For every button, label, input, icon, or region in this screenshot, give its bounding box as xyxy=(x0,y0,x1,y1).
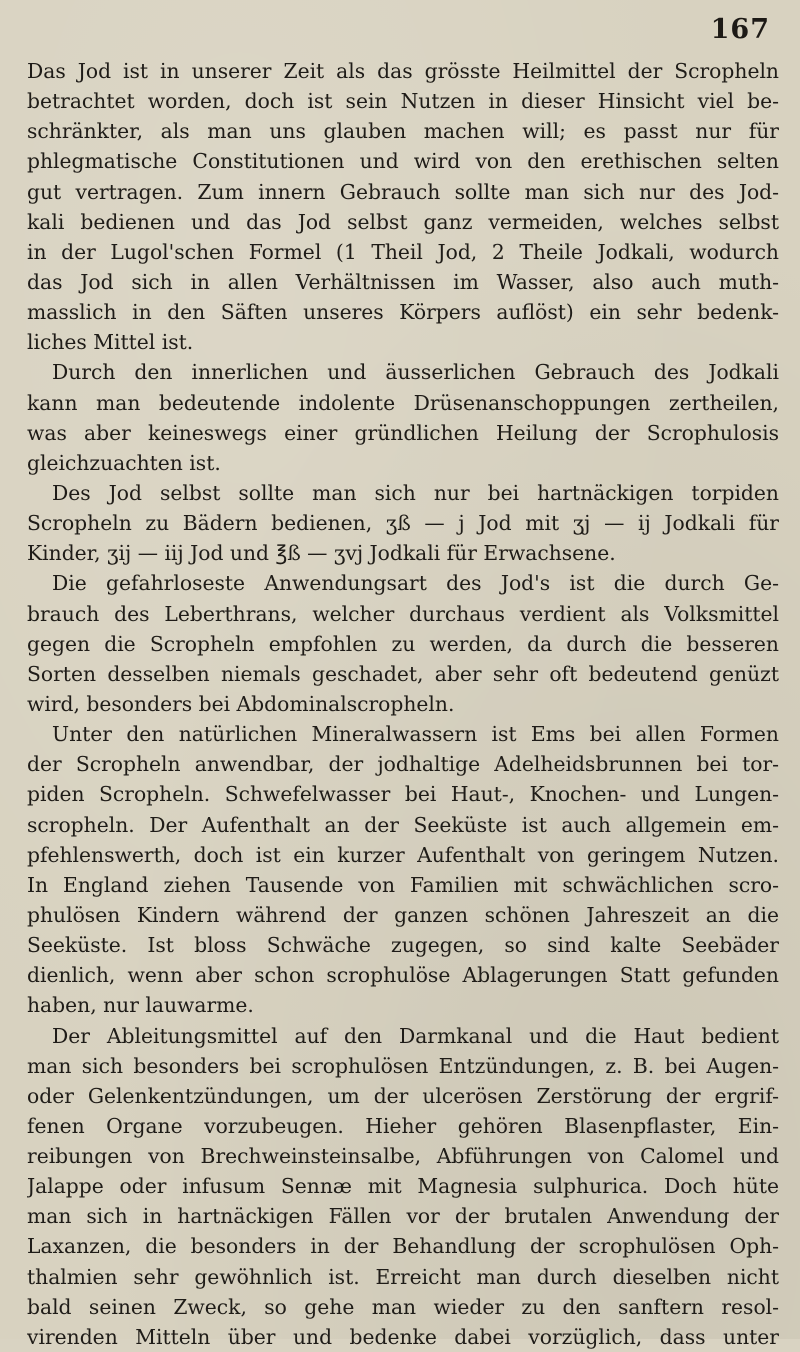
text-line: virenden Mitteln über und bedenke dabei vorzüglich, dass unter xyxy=(27,1324,779,1349)
text-line: das Jod sich in allen Verhältnissen im Wasser, also auch muth- xyxy=(27,269,779,294)
text-line: gegen die Scropheln empfohlen zu werden, da durch die besseren xyxy=(27,631,779,656)
text-line: wird, besonders bei Abdominalscropheln. xyxy=(27,691,455,716)
text-line: bald seinen Zweck, so gehe man wieder zu den sanftern resol- xyxy=(27,1294,779,1319)
text-line: In England ziehen Tausende von Familien mit schwächlichen scro- xyxy=(27,872,779,897)
text-line: scropheln. Der Aufenthalt an der Seeküste ist auch allgemein em- xyxy=(27,812,779,837)
text-line: Scropheln zu Bädern bedienen, ʒß — j Jod mit ʒj — ij Jodkali für xyxy=(27,511,779,536)
text-line: phulösen Kindern während der ganzen schönen Jahreszeit an die xyxy=(27,902,779,927)
text-line: reibungen von Brechweinsteinsalbe, Abführungen von Calomel und xyxy=(27,1144,779,1169)
text-line: liches Mittel ist. xyxy=(27,330,194,355)
text-line: masslich in den Säften unseres Körpers auflöst) ein sehr bedenk- xyxy=(27,300,779,325)
text-line: Der Ableitungsmittel auf den Darmkanal und die Haut bedient xyxy=(52,1023,779,1048)
text-line: Sorten desselben niemals geschadet, aber sehr oft bedeutend genüzt xyxy=(27,661,779,686)
text-line: gleichzuachten ist. xyxy=(27,450,221,475)
text-line: schränkter, als man uns glauben machen will; es passt nur für xyxy=(27,119,779,144)
text-line: man sich besonders bei scrophulösen Entzündungen, z. B. bei Augen- xyxy=(27,1053,779,1078)
text-line: Laxanzen, die besonders in der Behandlung der scrophulösen Oph- xyxy=(27,1234,779,1259)
text-line: kali bedienen und das Jod selbst ganz vermeiden, welches selbst xyxy=(27,209,779,234)
text-line: Durch den innerlichen und äusserlichen Gebrauch des Jodkali xyxy=(52,360,779,385)
text-line: Das Jod ist in unserer Zeit als das grösste Heilmittel der Scropheln xyxy=(27,59,779,83)
text-line: brauch des Leberthrans, welcher durchaus verdient als Volksmittel xyxy=(27,601,779,626)
text-line: gut vertragen. Zum innern Gebrauch sollte man sich nur des Jod- xyxy=(27,179,779,204)
text-line: der Scropheln anwendbar, der jodhaltige Adelheidsbrunnen bei tor- xyxy=(27,752,779,777)
page-number: 167 xyxy=(710,14,770,45)
text-line: Seeküste. Ist bloss Schwäche zugegen, so sind kalte Seebäder xyxy=(27,933,779,958)
text-line: Die gefahrloseste Anwendungsart des Jod's ist die durch Ge- xyxy=(52,571,779,596)
text-line: Kinder, ʒij — iij Jod und ℥ß — ʒvj Jodkali für Erwachsene. xyxy=(27,541,616,566)
text-line: Unter den natürlichen Mineralwassern ist Ems bei allen Formen xyxy=(52,722,779,747)
text-line: phlegmatische Constitutionen und wird von den erethischen selten xyxy=(27,149,779,174)
text-line: man sich in hartnäckigen Fällen vor der brutalen Anwendung der xyxy=(27,1204,779,1229)
text-line: Des Jod selbst sollte man sich nur bei hartnäckigen torpiden xyxy=(52,480,779,505)
text-line: Jalappe oder infusum Sennæ mit Magnesia sulphurica. Doch hüte xyxy=(27,1174,779,1199)
text-line: was aber keineswegs einer gründlichen Heilung der Scrophulosis xyxy=(27,420,779,445)
body-text xyxy=(27,56,779,1352)
text-line: fenen Organe vorzubeugen. Hieher gehören Blasenpflaster, Ein- xyxy=(27,1113,779,1138)
text-line: thalmien sehr gewöhnlich ist. Erreicht man durch dieselben nicht xyxy=(27,1264,779,1289)
text-line: haben, nur lauwarme. xyxy=(27,993,254,1018)
text-line: kann man bedeutende indolente Drüsenanschoppungen zertheilen, xyxy=(27,390,779,415)
text-line: pfehlenswerth, doch ist ein kurzer Aufenthalt von geringem Nutzen. xyxy=(27,842,779,867)
text-line: piden Scropheln. Schwefelwasser bei Haut-, Knochen- und Lungen- xyxy=(27,782,779,807)
text-line: betrachtet worden, doch ist sein Nutzen in dieser Hinsicht viel be- xyxy=(27,89,779,114)
text-line: oder Gelenkentzündungen, um der ulcerösen Zerstörung der ergrif- xyxy=(27,1083,779,1108)
text-line: in der Lugol'schen Formel (1 Theil Jod, 2 Theile Jodkali, wodurch xyxy=(27,239,779,264)
text-line: dienlich, wenn aber schon scrophulöse Ablagerungen Statt gefunden xyxy=(27,963,779,988)
